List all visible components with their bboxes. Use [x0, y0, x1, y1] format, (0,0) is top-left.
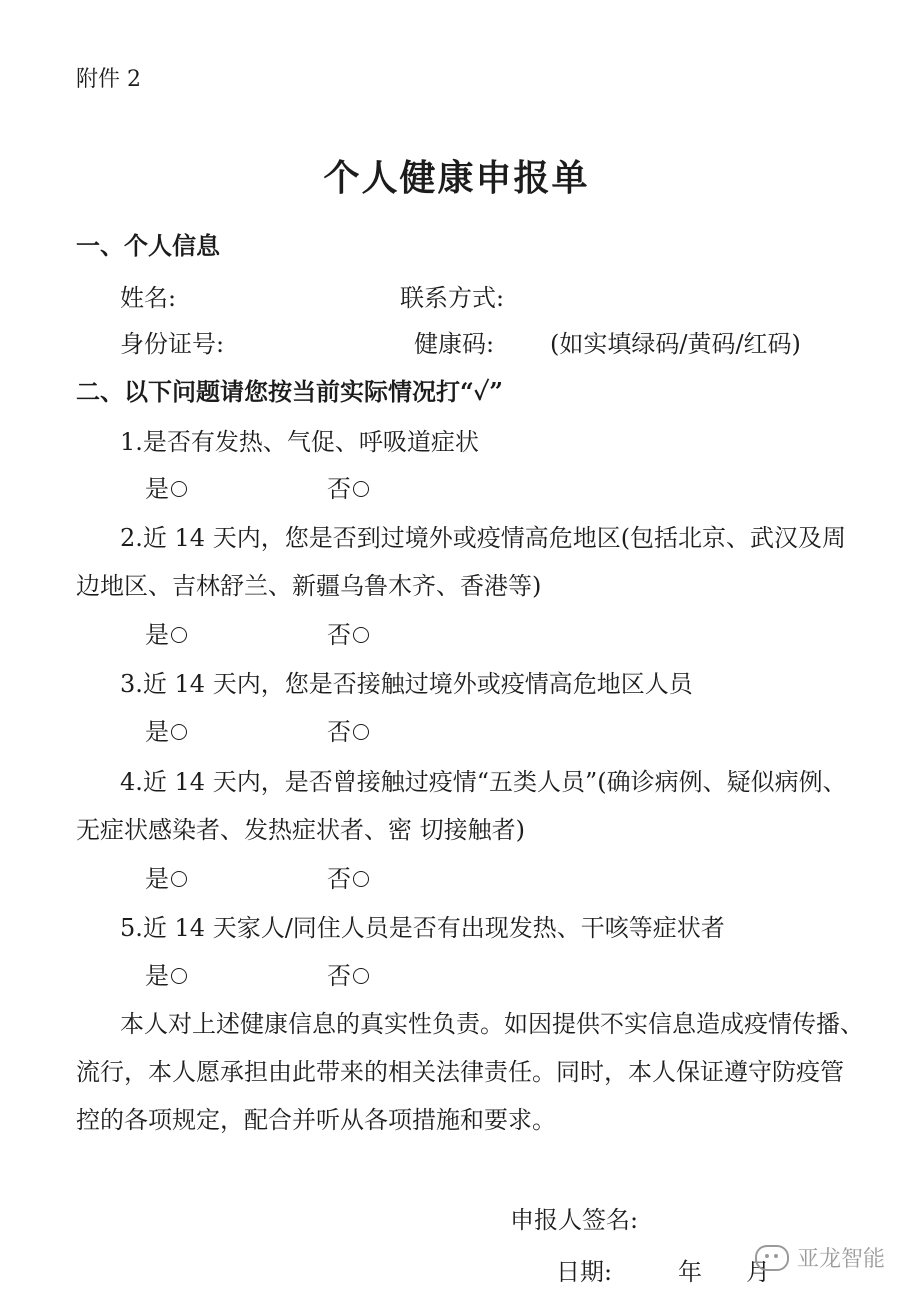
attachment-label: 附件 2 [76, 67, 141, 92]
no-label: 否 [327, 718, 351, 746]
q1-no-option[interactable] [327, 469, 369, 504]
q2-yes-option[interactable] [145, 615, 187, 650]
yes-label: 是 [145, 475, 169, 503]
health-code-hint: (如实填绿码/黄码/红码) [550, 330, 801, 358]
date-label: 日期: [556, 1258, 613, 1286]
q1-yes-radio[interactable] [171, 481, 187, 497]
q3-no-radio[interactable] [353, 724, 369, 740]
q3-no-option[interactable] [327, 712, 369, 747]
year-label: 年 [678, 1258, 702, 1286]
q2-yes-radio[interactable] [171, 627, 187, 643]
question-4-text-line1: 4.近 14 天内，是否曾接触过疫情“五类人员”(确诊病例、疑似病例、 [120, 768, 847, 796]
question-5-text: 5.近 14 天家人/同住人员是否有出现发热、干咳等症状者 [120, 914, 725, 942]
wechat-icon [755, 1245, 789, 1271]
page-title: 个人健康申报单 [323, 157, 590, 199]
name-label: 姓名: [120, 284, 177, 312]
question-3-text: 3.近 14 天内，您是否接触过境外或疫情高危地区人员 [120, 670, 693, 698]
contact-label: 联系方式: [400, 284, 505, 312]
declaration-line1: 本人对上述健康信息的真实性负责。如因提供不实信息造成疫情传播、 [120, 1010, 864, 1038]
yes-label: 是 [145, 621, 169, 649]
q1-no-radio[interactable] [353, 481, 369, 497]
question-2-text-line1: 2.近 14 天内，您是否到过境外或疫情高危地区(包括北京、武汉及周 [120, 524, 847, 552]
question-2-text-line2: 边地区、吉林舒兰、新疆乌鲁木齐、香港等) [76, 572, 542, 600]
no-label: 否 [327, 621, 351, 649]
q3-yes-radio[interactable] [171, 724, 187, 740]
declaration-line3: 控的各项规定，配合并听从各项措施和要求。 [76, 1106, 556, 1134]
yes-label: 是 [145, 718, 169, 746]
q4-yes-option[interactable] [145, 859, 187, 894]
q2-no-radio[interactable] [353, 627, 369, 643]
watermark-text: 亚龙智能 [796, 1247, 885, 1272]
no-label: 否 [327, 962, 351, 990]
signature-label: 申报人签名: [510, 1206, 639, 1234]
q5-yes-radio[interactable] [171, 968, 187, 984]
section1-heading: 一、个人信息 [76, 231, 220, 260]
yes-label: 是 [145, 865, 169, 893]
q2-no-option[interactable] [327, 615, 369, 650]
q5-no-option[interactable] [327, 956, 369, 991]
q4-no-option[interactable] [327, 859, 369, 894]
question-1-text: 1.是否有发热、气促、呼吸道症状 [120, 428, 479, 456]
month-label: 月 [746, 1258, 770, 1286]
no-label: 否 [327, 865, 351, 893]
yes-label: 是 [145, 962, 169, 990]
q3-yes-option[interactable] [145, 712, 187, 747]
q1-yes-option[interactable] [145, 469, 187, 504]
q5-no-radio[interactable] [353, 968, 369, 984]
watermark [755, 1242, 885, 1273]
id-number-label: 身份证号: [120, 330, 225, 358]
health-code-label: 健康码: [414, 330, 495, 358]
declaration-line2: 流行，本人愿承担由此带来的相关法律责任。同时，本人保证遵守防疫管 [76, 1058, 844, 1086]
no-label: 否 [327, 475, 351, 503]
q4-yes-radio[interactable] [171, 871, 187, 887]
q4-no-radio[interactable] [353, 871, 369, 887]
section2-heading: 二、以下问题请您按当前实际情况打“✓” [76, 377, 504, 406]
q5-yes-option[interactable] [145, 956, 187, 991]
question-4-text-line2: 无症状感染者、发热症状者、密 切接触者) [76, 816, 525, 844]
